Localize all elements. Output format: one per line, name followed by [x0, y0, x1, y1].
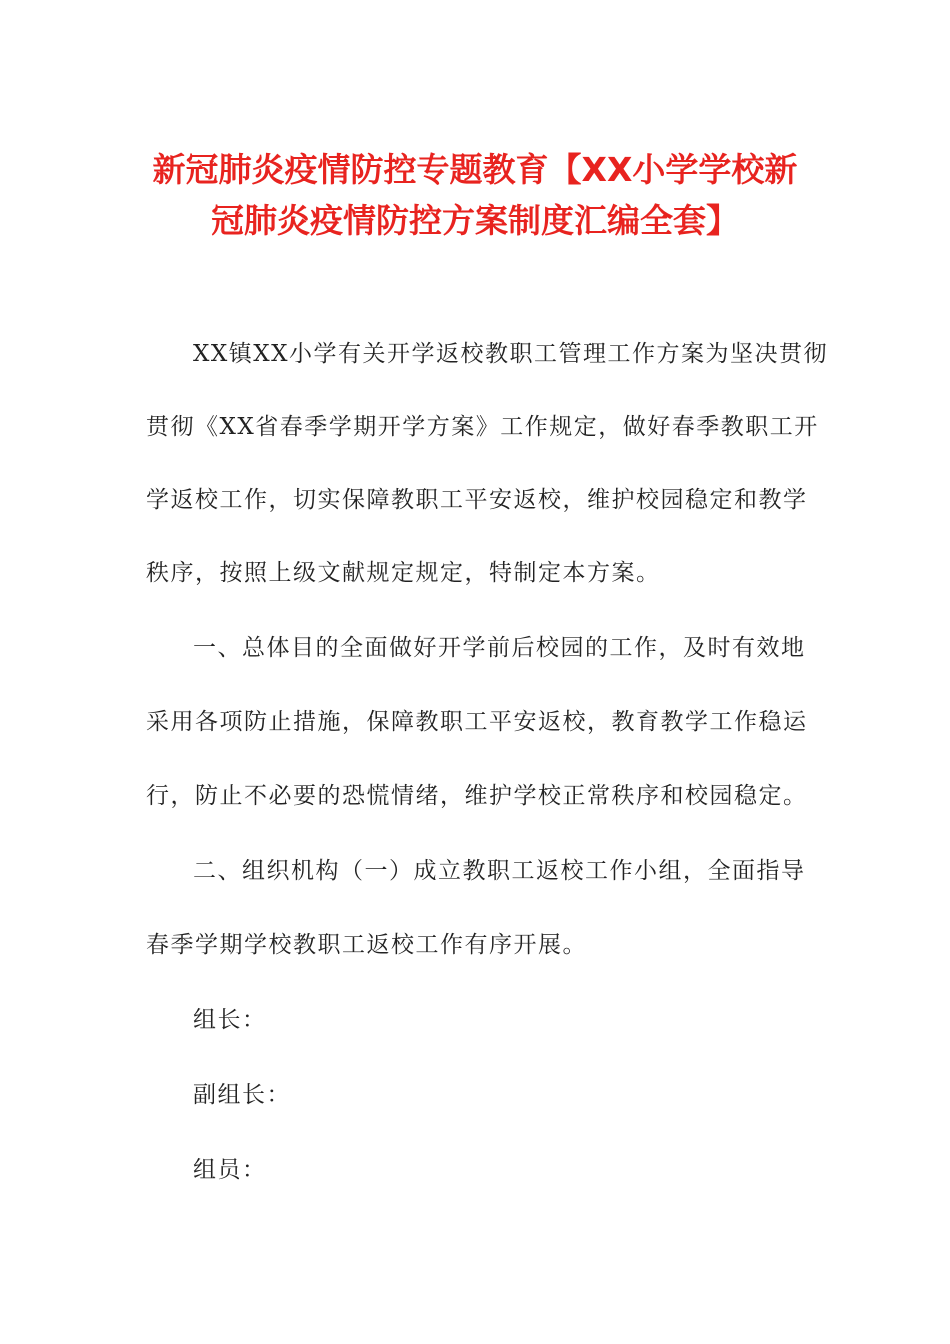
document-title-line-2: 冠肺炎疫情防控方案制度汇编全套】: [211, 201, 739, 240]
paragraph-line: 行，防止不必要的恐慌情绪，维护学校正常秩序和校园稳定。: [146, 783, 808, 809]
paragraph-line: 春季学期学校教职工返校工作有序开展。: [146, 932, 587, 958]
paragraph-line: 采用各项防止措施，保障教职工平安返校，教育教学工作稳运: [146, 709, 808, 735]
group-leader-label: 组长：: [193, 1007, 267, 1033]
group-members-label: 组员：: [193, 1157, 267, 1183]
paragraph-line: 一、总体目的全面做好开学前后校园的工作，及时有效地: [193, 635, 806, 661]
paragraph-line: 秩序，按照上级文献规定规定，特制定本方案。: [146, 560, 661, 586]
paragraph-line: 贯彻《XX省春季学期开学方案》工作规定，做好春季教职工开: [146, 414, 819, 440]
paragraph-line: 学返校工作，切实保障教职工平安返校，维护校园稳定和教学: [146, 487, 808, 513]
deputy-leader-label: 副组长：: [193, 1082, 291, 1108]
paragraph-line: XX镇XX小学有关开学返校教职工管理工作方案为坚决贯彻: [193, 341, 828, 367]
document-title-line-1: 新冠肺炎疫情防控专题教育【XX小学学校新: [152, 150, 798, 189]
paragraph-line: 二、组织机构（一）成立教职工返校工作小组，全面指导: [193, 858, 806, 884]
